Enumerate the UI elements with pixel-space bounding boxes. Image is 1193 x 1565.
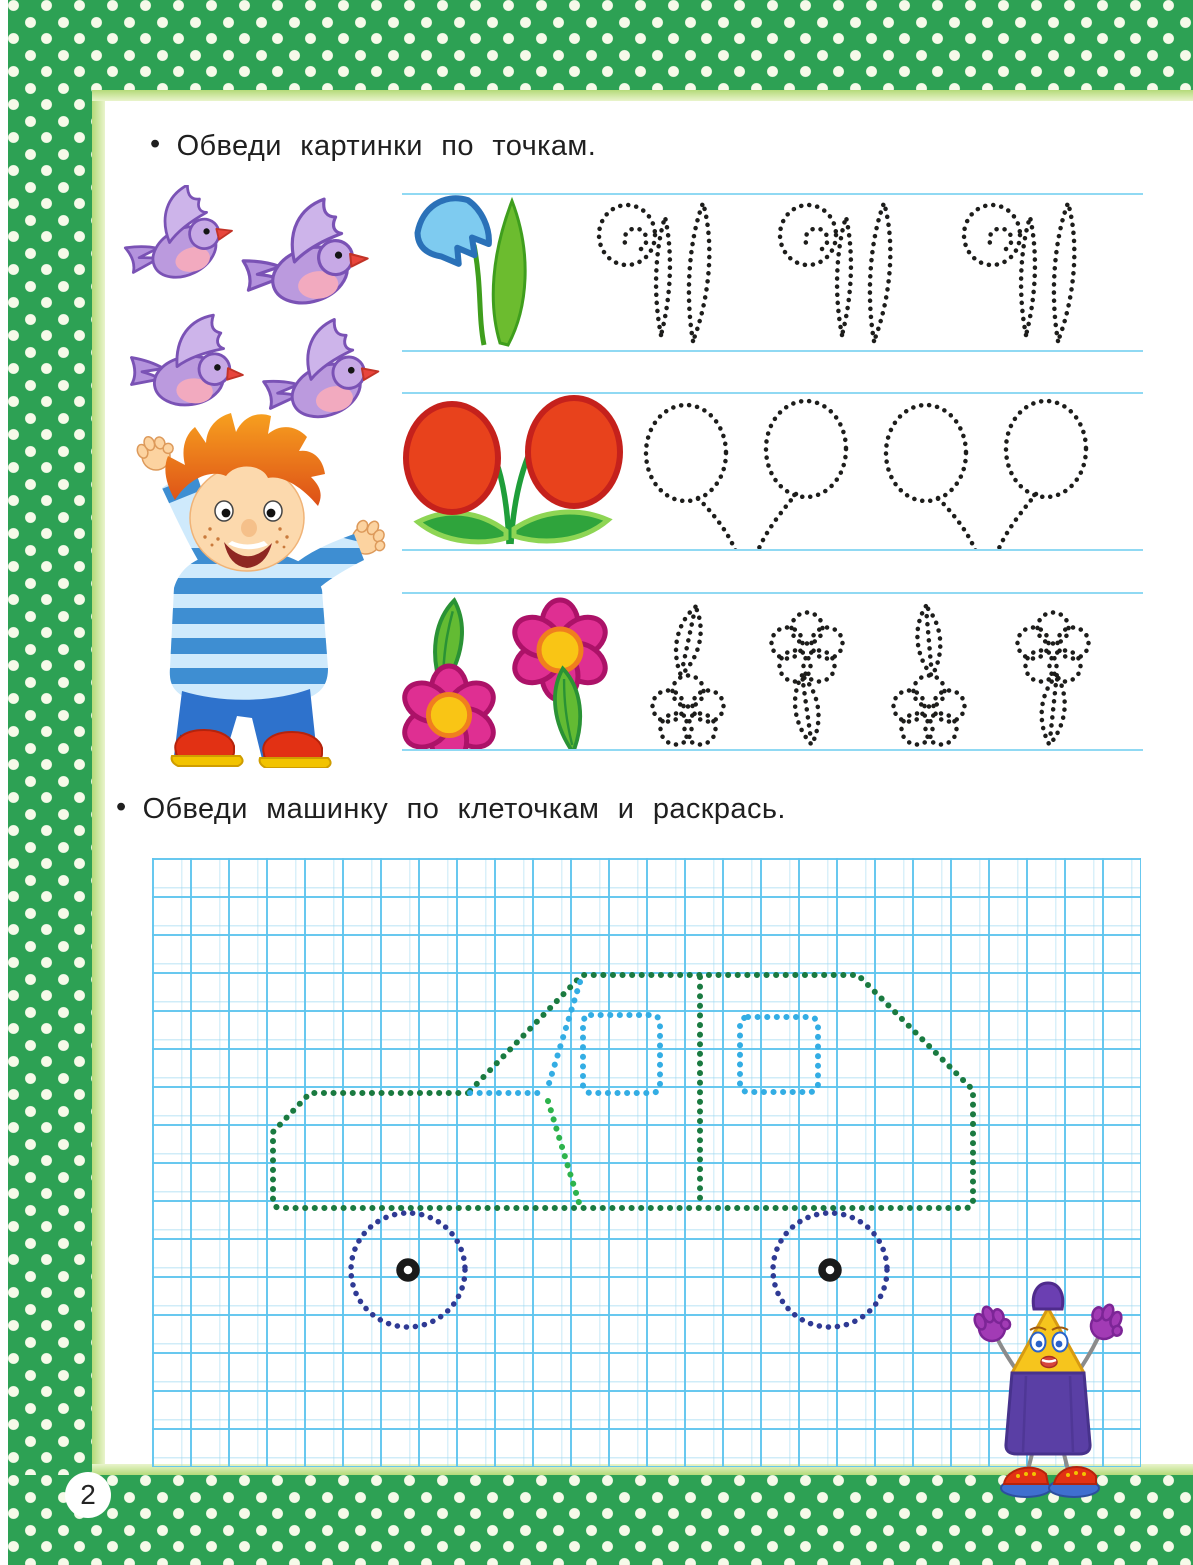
tulip-example [406, 195, 525, 345]
inner-trim-left [92, 90, 105, 1475]
instruction-trace-car [116, 793, 786, 826]
wheel-hub-icon [400, 1262, 416, 1278]
tulip-dotted [964, 203, 1074, 341]
car-vent-line [547, 982, 580, 1090]
bullet-icon: • [150, 128, 161, 160]
bird-icon [114, 185, 241, 294]
car-window-front [583, 1015, 660, 1093]
boy-illustration [112, 398, 392, 768]
inner-trim-top [92, 90, 1193, 101]
boy-shoe-right [260, 732, 331, 768]
leaf-dotted [791, 674, 823, 746]
instruction-text: Обведи машинку по клеточкам и раскрась. [142, 793, 786, 825]
polka-border-top [8, 0, 1193, 90]
pencil-shoes [1001, 1467, 1099, 1497]
flower-dotted [894, 676, 965, 745]
flower-dotted [1018, 613, 1089, 682]
trace-row-tulips [402, 193, 1143, 352]
page-number-badge [65, 1472, 111, 1518]
pencil-tip [1033, 1283, 1063, 1309]
car-door-line [548, 1101, 580, 1206]
bullet-icon: • [116, 791, 127, 823]
car-window-rear [740, 1017, 818, 1092]
flower-example [402, 666, 500, 749]
wheel-hub-icon [822, 1262, 838, 1278]
pencil-mascot-illustration [968, 1278, 1128, 1498]
polka-border-left [8, 0, 92, 1565]
trace-row-cherries [402, 392, 1143, 551]
trace-row-flowers-leaves [402, 592, 1143, 751]
flower-dotted [653, 676, 724, 745]
leaf-dotted [670, 604, 707, 677]
cherries-dotted [886, 401, 1086, 549]
page-number: 2 [80, 1479, 96, 1510]
tulip-dotted [780, 203, 890, 341]
cherries-dotted [646, 401, 846, 549]
leaf-dotted [915, 605, 944, 677]
boy-face [190, 465, 304, 571]
car-body-outline [273, 975, 973, 1208]
cherries-example [406, 398, 620, 544]
tulip-dotted [599, 203, 709, 341]
bird-icon [238, 195, 373, 315]
leaf-dotted [1038, 674, 1068, 746]
boy-nose [241, 519, 257, 537]
flower-dotted [772, 613, 843, 682]
pencil-body [1006, 1373, 1090, 1454]
instruction-text: Обведи картинки по точкам. [176, 130, 597, 162]
boy-shoe-left [172, 730, 243, 766]
instruction-trace-pictures [150, 130, 596, 163]
